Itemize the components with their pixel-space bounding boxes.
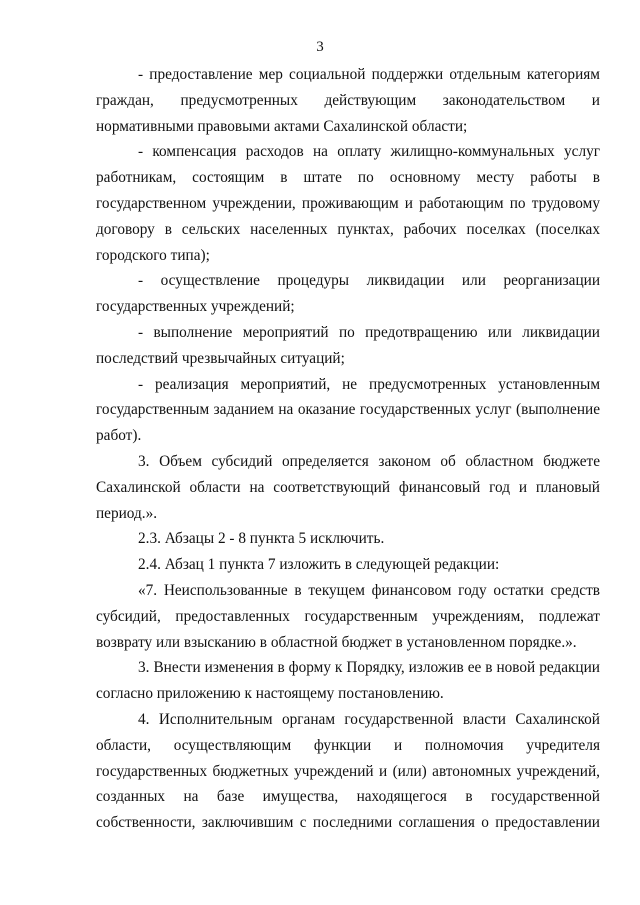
- paragraph-clause-2-3: 2.3. Абзацы 2 - 8 пункта 5 исключить.: [138, 530, 385, 548]
- paragraph-form-changes: 3. Внести изменения в форму к Порядку, изложив ее в новой редакции согласно приложению к настоящему постановлению.: [96, 659, 600, 703]
- paragraph-utility-compensation: - компенсация расходов на оплату жилищно-коммунальных услуг работникам, состоящим в штате по основному месту работы в государственном учреждении, проживающим и работающим по трудовому договору в сельских населенных пунктах, рабочих поселках (поселках городского типа);: [96, 143, 600, 264]
- page-number: 3: [316, 39, 324, 55]
- paragraph-emergency-measures: - выполнение мероприятий по предотвращению или ликвидации последствий чрезвычайных ситуаций;: [96, 323, 600, 367]
- paragraph-unused-balances: «7. Неиспользованные в текущем финансовом году остатки средств субсидий, предоставленных государственным учреждениям, подлежат возврату или взысканию в областной бюджет в установленном порядке.».: [96, 581, 600, 651]
- paragraph-unplanned-measures: - реализация мероприятий, не предусмотренных установленным государственным заданием на оказание государственных услуг (выполнение работ).: [96, 375, 600, 445]
- paragraph-subsidy-volume: 3. Объем субсидий определяется законом об областном бюджете Сахалинской области на соответствующий финансовый год и плановый период.».: [96, 452, 600, 522]
- paragraph-clause-2-4: 2.4. Абзац 1 пункта 7 изложить в следующей редакции:: [138, 556, 500, 574]
- paragraph-social-support: - предоставление мер социальной поддержки отдельным категориям граждан, предусмотренных действующим законодательством и нормативными правовыми актами Сахалинской области;: [96, 66, 600, 135]
- document-body: [96, 62, 600, 836]
- paragraph-executive-bodies: 4. Исполнительным органам государственной власти Сахалинской области, осуществляющим функции и полномочия учредителя государственных бюджетных учреждений и (или) автономных учреждений, созданных на базе имущества, находящегося в государственной собственности, заключившим с последними соглашения о предоставлении: [96, 710, 600, 832]
- paragraph-liquidation: - осуществление процедуры ликвидации или реорганизации государственных учреждений;: [96, 272, 600, 316]
